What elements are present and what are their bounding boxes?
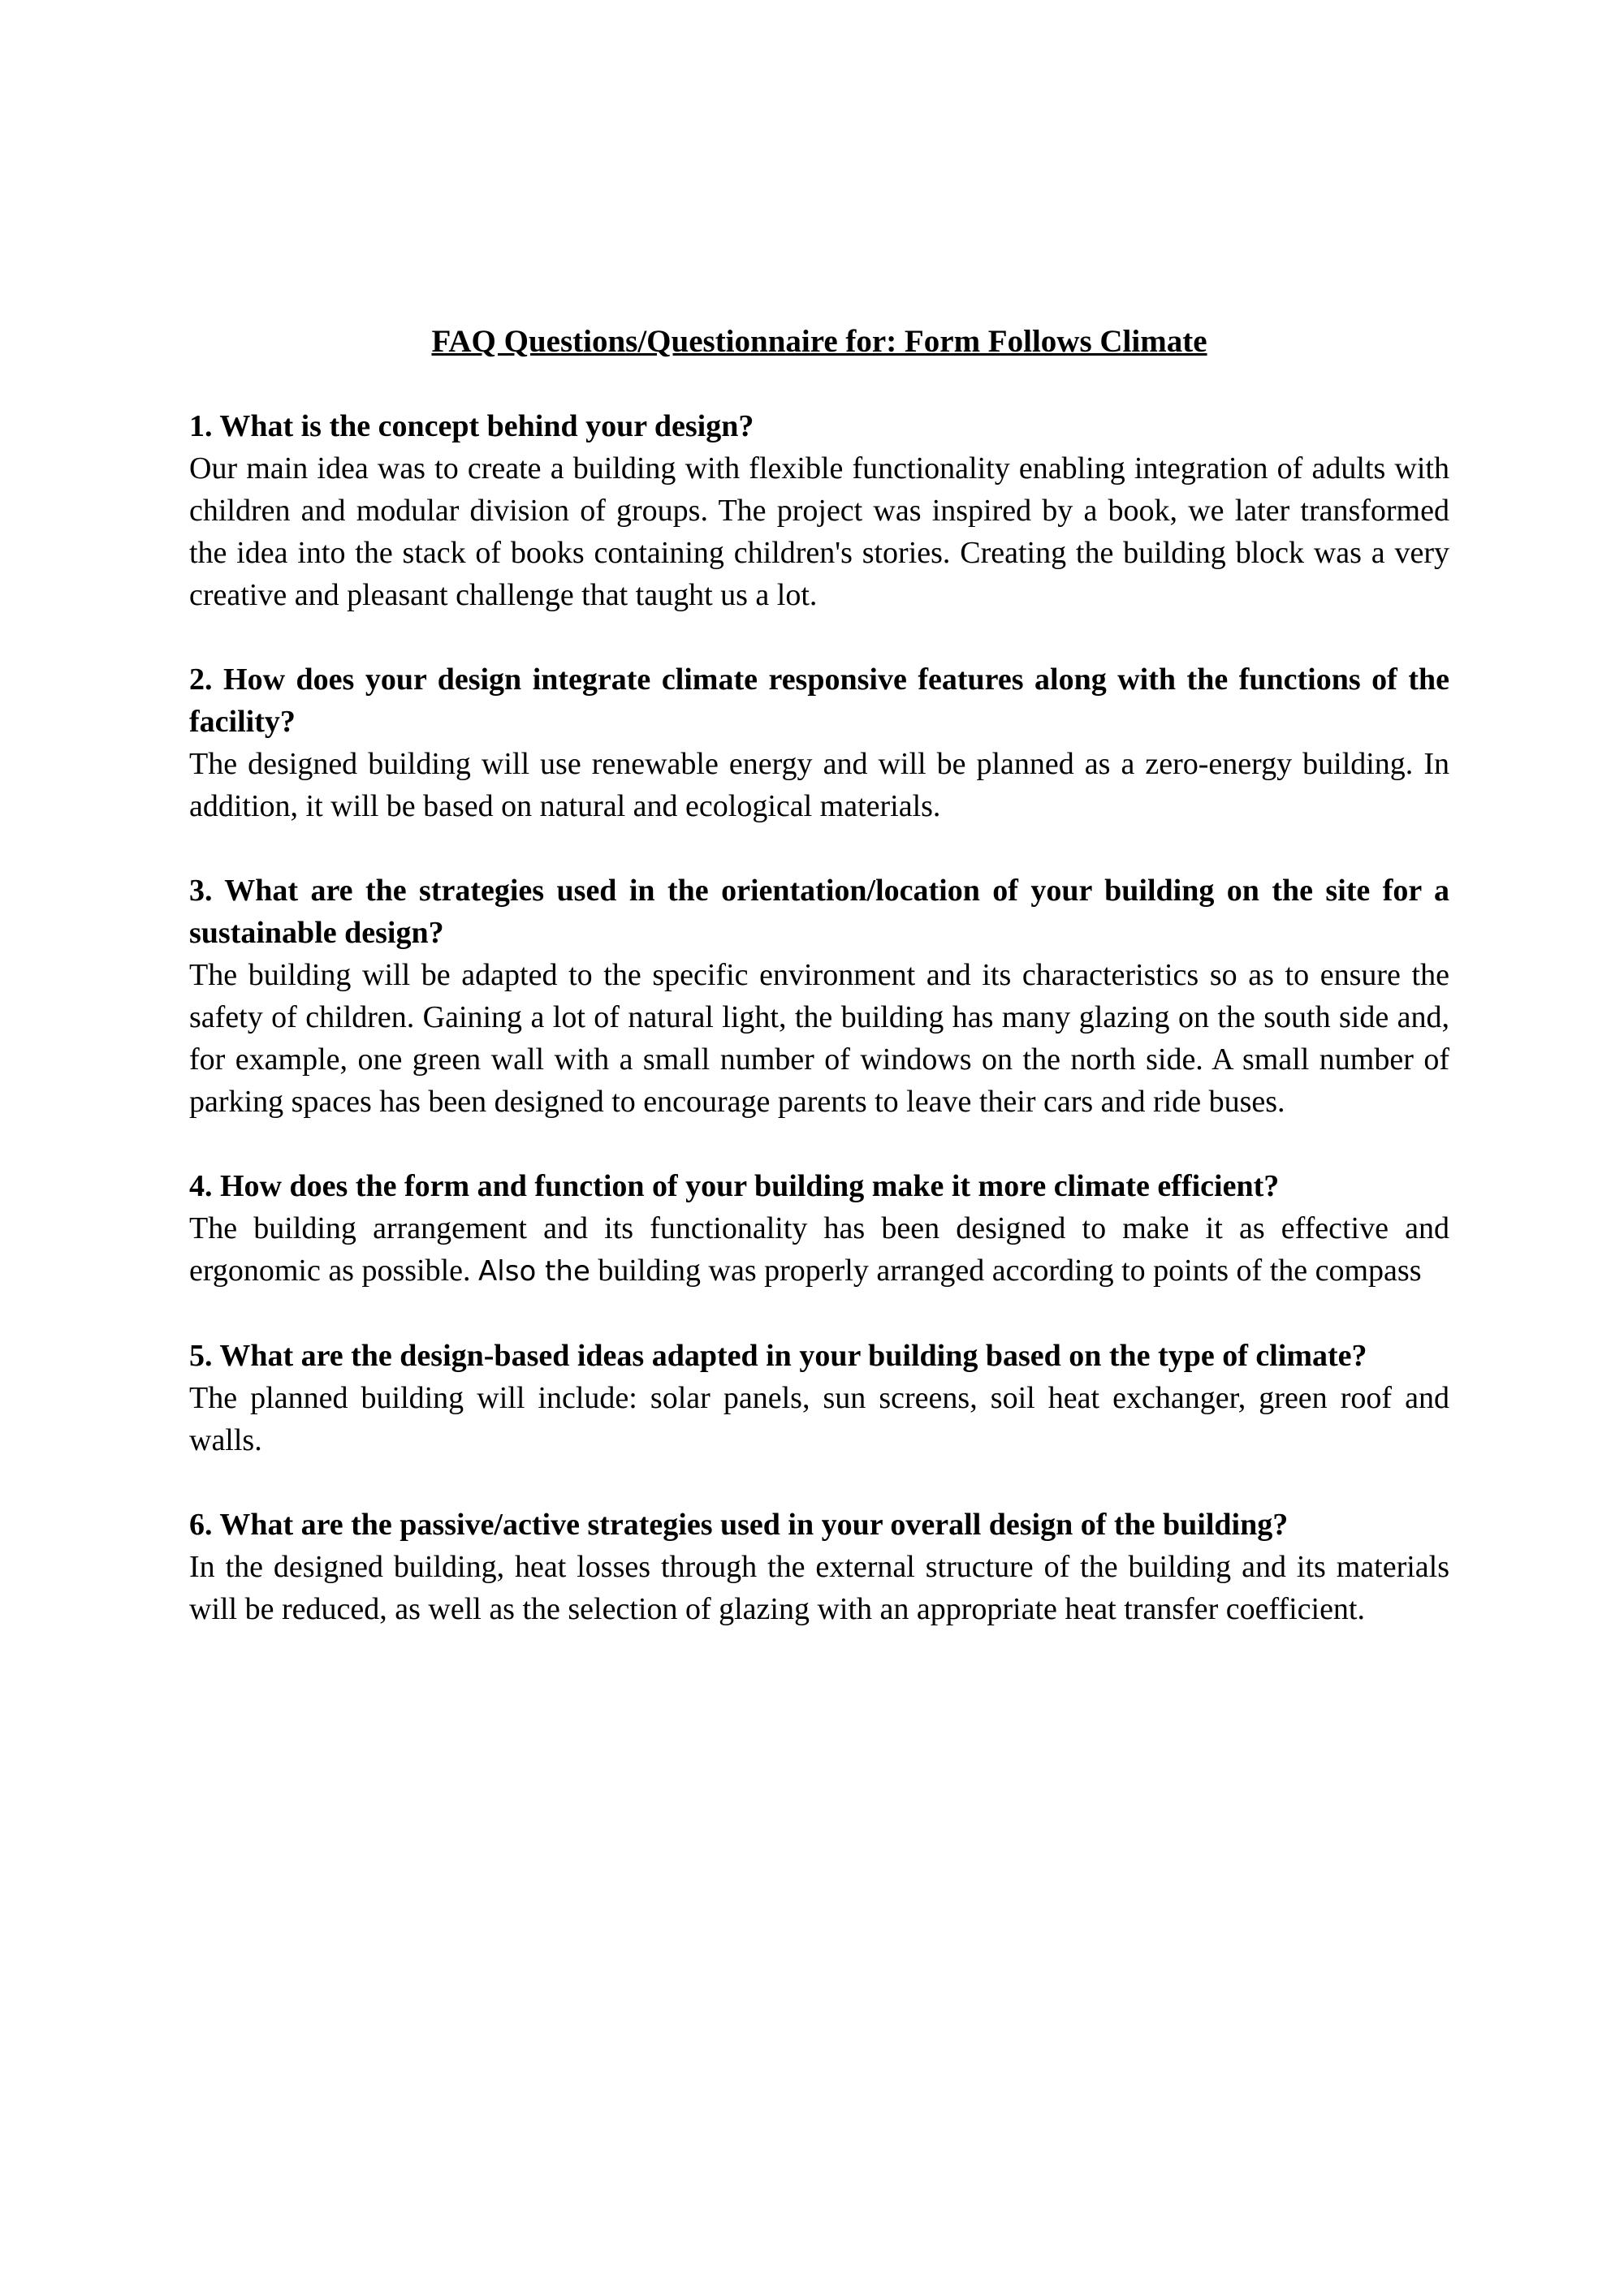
faq-answer-2: The designed building will use renewable energy and will be planned as a zero-energy building. In addition, it will be based on natural and ecological materials. [189, 747, 1449, 823]
faq-question-3: 3. What are the strategies used in the orientation/location of your building on the site for a sustainable design? [189, 874, 1449, 950]
document-title: FAQ Questions/Questionnaire for: Form Follows Climate [431, 324, 1207, 359]
faq-item-6 [189, 1504, 1449, 1630]
faq-answer-4-part-3: building was properly arranged according to points of the compass [590, 1254, 1422, 1288]
faq-item-1 [189, 405, 1449, 616]
faq-question-1: 1. What is the concept behind your design? [189, 409, 754, 443]
faq-question-6: 6. What are the passive/active strategies used in your overall design of the building? [189, 1508, 1289, 1542]
faq-question-4: 4. How does the form and function of your building make it more climate efficient? [189, 1169, 1280, 1203]
document-page [189, 321, 1449, 1672]
faq-question-2: 2. How does your design integrate climate responsive features along with the functions of the facility? [189, 662, 1449, 739]
faq-answer-3: The building will be adapted to the specific environment and its characteristics so as to ensure the safety of children. Gaining a lot of natural light, the building has many glazing on the south side and, for example, one green wall with a small number of windows on the north side. A small number of parking spaces has been designed to encourage parents to leave their cars and ride buses. [189, 958, 1449, 1119]
faq-question-5: 5. What are the design-based ideas adapted in your building based on the type of climate? [189, 1339, 1367, 1373]
faq-answer-5: The planned building will include: solar panels, sun screens, soil heat exchanger, green roof and walls. [189, 1381, 1449, 1457]
faq-answer-6: In the designed building, heat losses through the external structure of the building and its materials will be reduced, as well as the selection of glazing with an appropriate heat transfer coefficient. [189, 1550, 1449, 1626]
faq-answer-1: Our main idea was to create a building with flexible functionality enabling integration of adults with children and modular division of groups. The project was inspired by a book, we later transformed the idea into the stack of books containing children's stories. Creating the building block was a very creative and pleasant challenge that taught us a lot. [189, 451, 1449, 612]
faq-answer-4-part-2: Also the [478, 1255, 590, 1288]
faq-answer-4-part-1: The building arrangement and its functionality has been designed to make it as effective and ergonomic as possible. [189, 1211, 1449, 1288]
faq-answer-4 [189, 1207, 1449, 1293]
faq-item-2 [189, 658, 1449, 827]
faq-item-3 [189, 870, 1449, 1123]
faq-item-5 [189, 1335, 1449, 1461]
faq-item-4 [189, 1165, 1449, 1293]
